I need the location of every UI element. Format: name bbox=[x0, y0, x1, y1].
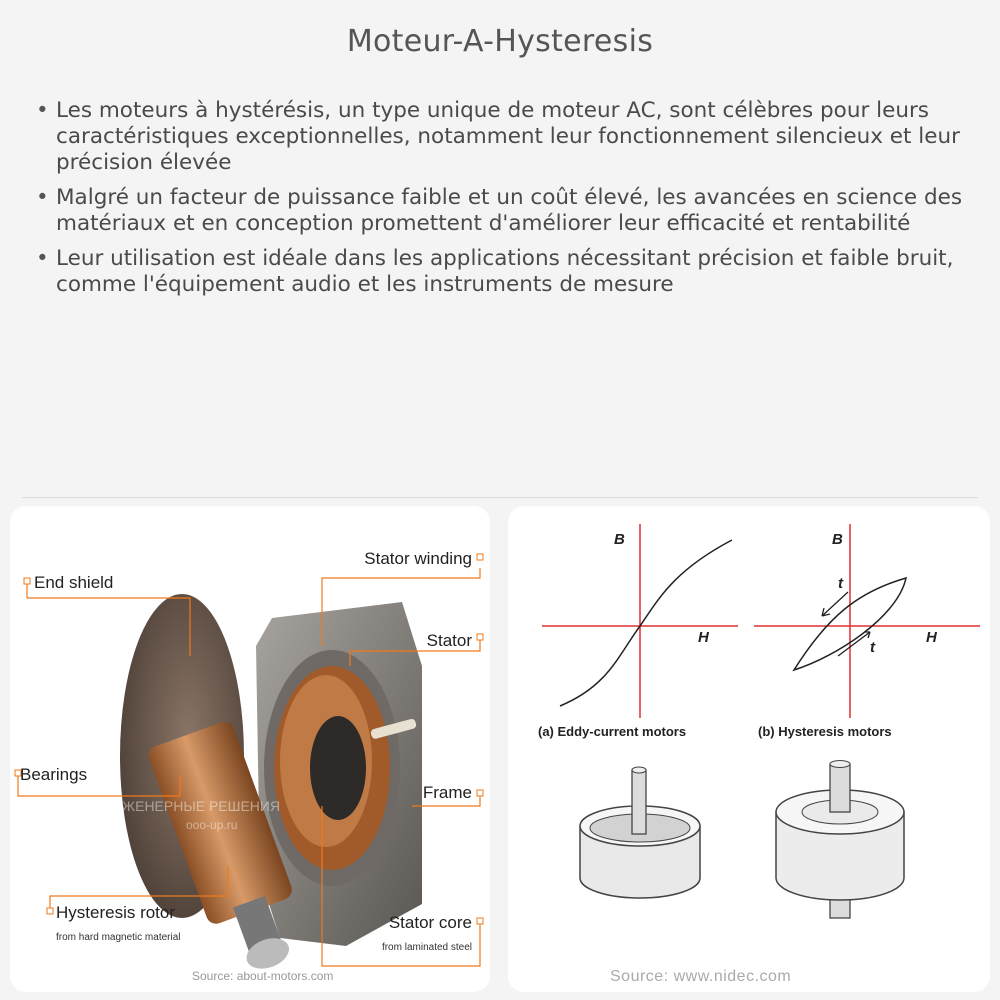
motor-illustration bbox=[10, 506, 490, 992]
axis-h-label-a: H bbox=[698, 629, 709, 646]
section-divider bbox=[22, 497, 978, 498]
motor-figure-card bbox=[10, 506, 490, 992]
stator-core-marker bbox=[477, 918, 483, 924]
time-label-upper: t bbox=[838, 575, 843, 592]
hysteresis-rotor-marker bbox=[47, 908, 53, 914]
stator-label: Stator bbox=[426, 631, 472, 650]
hysteresis-rotor-sublabel: from hard magnetic material bbox=[56, 932, 181, 943]
stator-core-sublabel: from laminated steel bbox=[381, 942, 472, 953]
caption-hysteresis: (b) Hysteresis motors bbox=[758, 724, 892, 739]
hysteresis-rotor-drawing bbox=[776, 761, 904, 919]
eddy-current-curve bbox=[560, 540, 732, 706]
axis-h-label-b: H bbox=[926, 629, 937, 646]
end-shield-label: End shield bbox=[34, 573, 114, 592]
stator-marker bbox=[477, 634, 483, 640]
stator-winding-marker bbox=[477, 554, 483, 560]
curves-figure-card bbox=[508, 506, 990, 992]
arrow-upper bbox=[822, 592, 848, 616]
page-title: Moteur-A-Hysteresis bbox=[346, 24, 654, 59]
eddy-current-rotor bbox=[580, 767, 700, 898]
frame-marker bbox=[477, 790, 483, 796]
bullet-list bbox=[34, 98, 964, 307]
bearings-label: Bearings bbox=[20, 765, 88, 784]
end-shield-marker bbox=[24, 578, 30, 584]
figure-source: Source: www.nidec.com bbox=[610, 968, 792, 985]
time-label-lower: t bbox=[870, 639, 875, 656]
caption-eddy-current: (a) Eddy-current motors bbox=[538, 724, 687, 739]
arrow-lower bbox=[838, 632, 870, 656]
stator-bore bbox=[310, 716, 366, 820]
bullet-item: • Les moteurs à hystérésis, un type unique de moteur AC, sont célèbres pour leurs caractéristiques exceptionnelles, notamment leur fonctionnement silencieux et leur précision élevée bbox=[34, 98, 964, 176]
bullet-item: • Leur utilisation est idéale dans les applications nécessitant précision et faible bruit, comme l'équipement audio et les instruments de mesure bbox=[34, 246, 964, 298]
axis-b-label-b: B bbox=[832, 531, 843, 548]
bullet-item: • Malgré un facteur de puissance faible et un coût élevé, les avancées en science des matériaux et en conception promettent d'améliorer leur efficacité et rentabilité bbox=[34, 185, 964, 237]
axis-b-label-a: B bbox=[614, 531, 625, 548]
frame-label: Frame bbox=[422, 783, 472, 802]
watermark-text: ИНЖЕНЕРНЫЕ РЕШЕНИЯ bbox=[102, 798, 281, 814]
bh-curves-illustration bbox=[508, 506, 990, 992]
watermark-url: ooo-up.ru bbox=[186, 818, 238, 832]
stator-core-label: Stator core bbox=[388, 913, 472, 932]
hysteresis-rotor-label: Hysteresis rotor bbox=[56, 903, 176, 922]
stator-winding-label: Stator winding bbox=[364, 549, 472, 568]
figure-source: Source: about-motors.com bbox=[192, 969, 334, 983]
